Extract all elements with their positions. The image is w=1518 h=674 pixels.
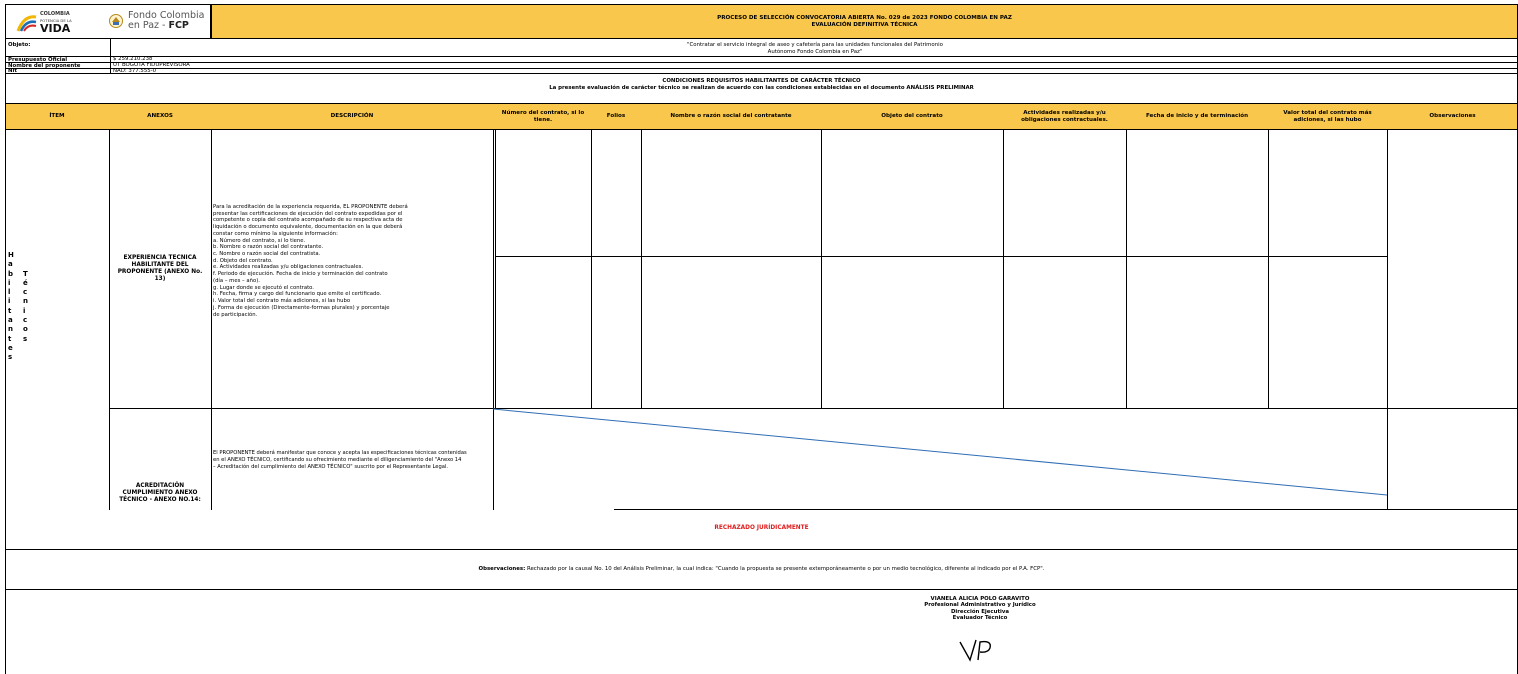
page-subtitle: EVALUACIÓN DEFINITIVA TÉCNICA (811, 21, 918, 28)
not-applicable-diagonal (493, 408, 1388, 498)
fcp-seal-icon (108, 13, 124, 29)
nit-label: Nit (8, 67, 17, 74)
col-folios: Folios (606, 113, 626, 119)
descripcion-acreditacion: El PROPONENTE deberá manifestar que conoce y acepta las especificaciones técnicas contenidas en el ANEXO TÉCNICO, certificando su ofrecimiento mediante el diligenciamiento del "Anexo 14 – Acreditación del cumplimiento del ANEXO TÉCNICO" suscrito por el Representante Legal. (213, 450, 467, 470)
descripcion-experiencia: Para la acreditación de la experiencia requerida, EL PROPONENTE deberá presentar las certificaciones de ejecución del contrato expedidas por el competente o copia del contrato acompañado de su respectiva acta de liquidación o documento equivalente, documentación en la que deberá constar como mínimo la siguiente información: a. Número del contrato, si lo tiene. b. Nombre o razón social del contratante. c. Nombre o razón social del contratista. d. Objeto del contrato. e. Actividades realizadas y/u obligaciones contractuales. f. Periodo de ejecución. Fecha de inicio y terminación del contrato (día – mes – año). g. Lugar donde se ejecutó el contrato. h. Fecha, firma y cargo del funcionario que emite el certificado. i. Valor total del contrato más adiciones, si las hubo j. Forma de ejecución (Directamente-formas plurales) y porcentaje de participación. (213, 204, 408, 318)
item-tecnicos: T é c n i c o s (23, 269, 28, 343)
logo-area (5, 4, 211, 39)
col-numero-contrato: Número del contrato, si lo tiene. (501, 109, 585, 123)
col-descripcion: DESCRIPCIÓN (330, 113, 374, 119)
conditions-header: CONDICIONES REQUISITOS HABILITANTES DE CARÁCTER TÉCNICO La presente evaluación de carácter técnico se realizan de acuerdo con las condiciones establecidas en el documento ANÁLISIS PRELIMINAR (5, 74, 1518, 103)
info-section (5, 39, 1518, 74)
fcp-logo-line2: en Paz - FCP (128, 20, 189, 31)
objeto-value: "Contratar el servicio integral de aseo y cafetería para las unidades funcionales del Patrimonio Autónomo Fondo Colombia en Paz" (687, 42, 943, 55)
presupuesto-value: $ 259.210.238 (113, 56, 153, 62)
fcp-logo-line1: Fondo Colombia (128, 10, 205, 21)
col-valor-total: Valor total del contrato más adiciones, si las hubo (1283, 109, 1372, 123)
colombia-logo (16, 11, 86, 35)
proponente-value: UT BOGOTA FIDUPREVISORA (113, 62, 190, 68)
col-actividades: Actividades realizadas y/u obligaciones contractuales. (1021, 109, 1108, 123)
colombia-logo-text: COLOMBIA POTENCIA DE LA VIDA (40, 11, 72, 35)
col-fechas: Fecha de inicio y de terminación (1145, 113, 1249, 119)
observaciones-text: Observaciones: Rechazado por la causal No. 10 del Análisis Preliminar, la cual indica: "Cuando la propuesta se presente extemporáneamente o por un medio tecnológico, diferente al indicado por el P.A. FCP". (478, 566, 1045, 572)
proponente-label: Nombre del proponente (8, 62, 81, 69)
page-title: PROCESO DE SELECCIÓN CONVOCATORIA ABIERTA No. 029 de 2023 FONDO COLOMBIA EN PAZ (717, 15, 1012, 21)
item-habilitantes: H a b i l i t a n t e s (8, 251, 14, 362)
anexo-acreditacion: ACREDITACIÓN CUMPLIMIENTO ANEXO TÉCNICO - ANEXO NO.14: (119, 483, 201, 503)
status-badge: RECHAZADO JURÍDICAMENTE (714, 525, 809, 531)
title-bar (211, 4, 1518, 39)
anexo-experiencia: EXPERIENCIA TECNICA HABILITANTE DEL PROPONENTE (ANEXO No. 13) (117, 255, 203, 282)
col-anexos: ANEXOS (147, 113, 173, 119)
signature-mark (958, 636, 1002, 664)
col-contratante: Nombre o razón social del contratante (670, 113, 792, 119)
presupuesto-label: Presupuesto Oficial (8, 57, 68, 63)
signature-block: VIANELA ALICIA POLO GARAVITO Profesional Administrativo y Jurídico Dirección Ejecutiva Evaluador Técnico (860, 596, 1100, 621)
colombia-wave-icon (16, 13, 38, 33)
nit-value: NAD: 377.555-0 (113, 68, 157, 74)
evaluator-name: VIANELA ALICIA POLO GARAVITO (930, 596, 1030, 602)
objeto-label: Objeto: (8, 42, 31, 48)
fcp-logo (108, 10, 208, 36)
col-objeto-contrato: Objeto del contrato (881, 113, 943, 119)
col-observaciones: Observaciones (1429, 113, 1476, 119)
signature-section (5, 590, 1518, 674)
col-item: ÍTEM (49, 113, 65, 119)
item-cell (5, 130, 109, 510)
